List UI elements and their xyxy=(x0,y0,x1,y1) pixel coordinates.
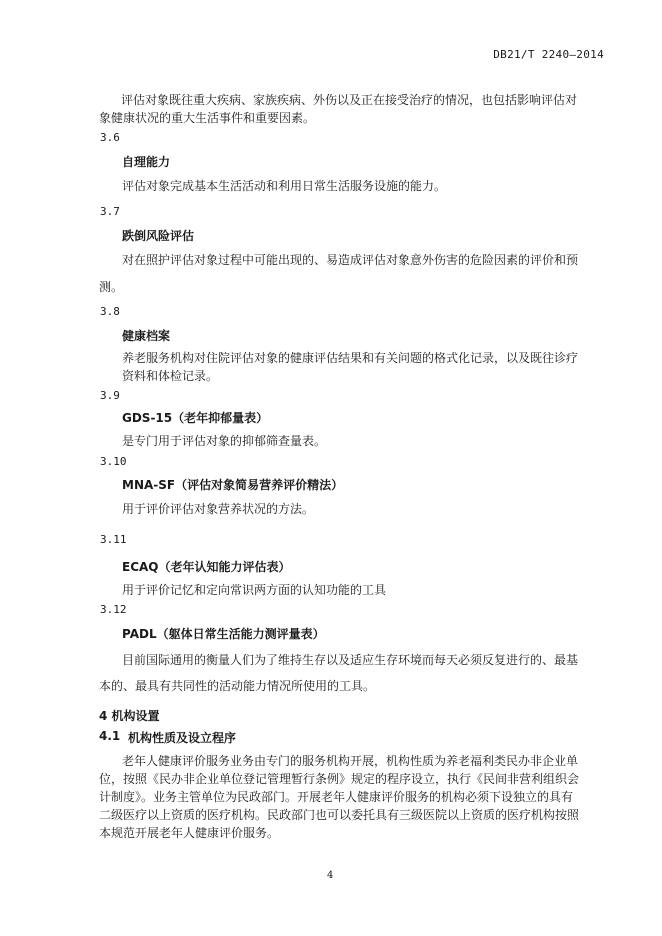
term-title: ECAQ（老年认知能力评估表） xyxy=(122,560,291,574)
term-title: PADL（躯体日常生活能力测评量表） xyxy=(122,627,325,641)
subsection-title: 机构性质及设立程序 xyxy=(128,731,237,745)
term-definition: 是专门用于评估对象的抑郁筛查量表。 xyxy=(122,434,327,448)
page-header-code: DB21/T 2240—2014 xyxy=(493,48,604,61)
term-number: 3.10 xyxy=(100,455,127,468)
term-number: 3.11 xyxy=(100,533,127,546)
term-number: 3.7 xyxy=(100,205,120,218)
term-definition: 资料和体检记录。 xyxy=(122,369,219,383)
term-definition: 测。 xyxy=(99,280,124,294)
term-definition: 本的、最具有共同性的活动能力情况所使用的工具。 xyxy=(99,679,376,693)
term-definition: 养老服务机构对住院评估对象的健康评估结果和有关问题的格式化记录，以及既往诊疗 xyxy=(122,351,579,365)
intro-line: 象健康状况的重大生活事件和重要因素。 xyxy=(99,111,316,125)
term-title: 健康档案 xyxy=(122,329,171,343)
body-paragraph-line: 二级医疗以上资质的医疗机构。民政部门也可以委托具有三级医院以上资质的医疗机构按照 xyxy=(99,808,580,822)
body-paragraph-line: 老年人健康评价服务业务由专门的服务机构开展，机构性质为养老福利类民办非企业单 xyxy=(122,754,579,768)
term-number: 3.6 xyxy=(100,131,120,144)
term-title: 跌倒风险评估 xyxy=(122,229,195,243)
body-paragraph-line: 位，按照《民办非企业单位登记管理暂行条例》规定的程序设立，执行《民间非营利组织会 xyxy=(99,772,580,786)
intro-line: 评估对象既往重大疾病、家族疾病、外伤以及正在接受治疗的情况，也包括影响评估对 xyxy=(121,93,578,107)
body-paragraph-line: 计制度》。业务主管单位为民政部门。开展老年人健康评价服务的机构必须下设独立的具有 xyxy=(99,790,574,804)
term-number: 3.9 xyxy=(100,389,120,402)
term-definition: 评估对象完成基本生活活动和利用日常生活服务设施的能力。 xyxy=(122,179,447,193)
term-number: 3.8 xyxy=(100,305,120,318)
term-title: GDS-15（老年抑郁量表） xyxy=(122,411,269,425)
term-definition: 对在照护评估对象过程中可能出现的、易造成评估对象意外伤害的危险因素的评价和预 xyxy=(122,253,579,267)
body-paragraph-line: 本规范开展老年人健康评价服务。 xyxy=(99,826,280,840)
subsection-number: 4.1 xyxy=(99,729,121,743)
term-definition: 用于评价记忆和定向常识两方面的认知功能的工具 xyxy=(122,583,387,597)
term-number: 3.12 xyxy=(100,603,127,616)
term-definition: 目前国际通用的衡量人们为了维持生存以及适应生存环境而每天必须反复进行的、最基 xyxy=(122,653,579,667)
term-title: MNA-SF（评估对象简易营养评价精法） xyxy=(122,478,344,492)
term-definition: 用于评价评估对象营养状况的方法。 xyxy=(122,502,315,516)
term-title: 自理能力 xyxy=(122,155,171,169)
section-heading: 4 机构设置 xyxy=(99,709,160,723)
page-number: 4 xyxy=(327,870,334,881)
